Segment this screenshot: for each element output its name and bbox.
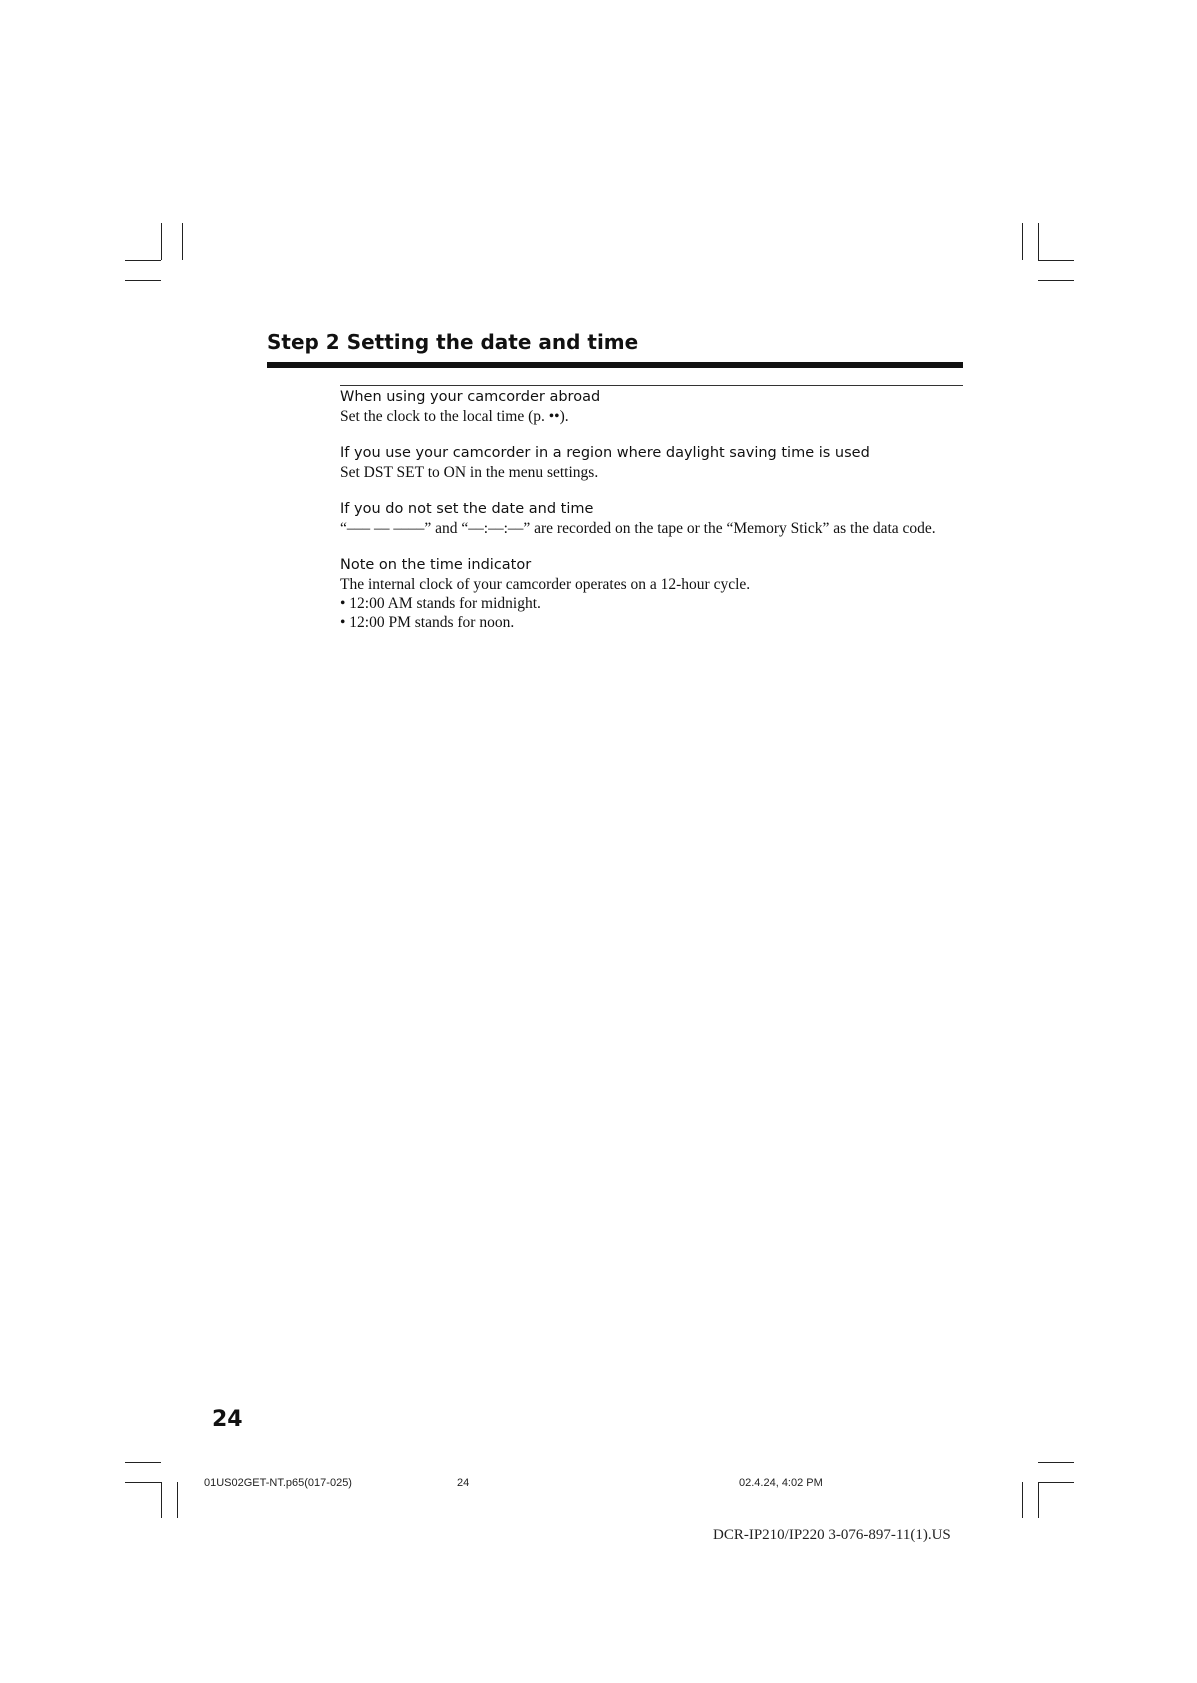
section-no-date-set <box>340 500 963 538</box>
crop-mark-top-right-h1 <box>1038 260 1074 261</box>
section-abroad <box>340 388 963 426</box>
model-code: DCR-IP210/IP220 3-076-897-11(1).US <box>713 1527 951 1543</box>
crop-mark-bottom-right-h2 <box>1038 1482 1074 1483</box>
footer-date: 02.4.24, 4:02 PM <box>739 1477 823 1489</box>
crop-mark-bottom-left-h2 <box>125 1482 161 1483</box>
section-body: The internal clock of your camcorder operates on a 12-hour cycle. <box>340 576 751 593</box>
crop-mark-top-right-h2 <box>1038 280 1074 281</box>
page-number: 24 <box>212 1407 243 1432</box>
section-body: Set DST SET to ON in the menu settings. <box>340 464 599 481</box>
page-title: Step 2 Setting the date and time <box>267 330 639 354</box>
crop-mark-top-left-v1 <box>161 223 162 260</box>
crop-mark-top-left-h1 <box>125 260 161 261</box>
crop-mark-top-right-v2 <box>1038 223 1039 260</box>
section-time-indicator <box>340 556 963 632</box>
section-rule <box>340 385 963 386</box>
crop-mark-bottom-left-h1 <box>125 1462 161 1463</box>
section-body: “––– –– ––––” and “––:––:––” are recorded on the tape or the “Memory Stick” as the data code. <box>340 520 936 537</box>
crop-mark-bottom-left-v1 <box>161 1482 162 1518</box>
section-body: Set the clock to the local time (p. ••). <box>340 408 569 425</box>
crop-mark-top-left-v2 <box>182 223 183 260</box>
crop-mark-bottom-right-h1 <box>1038 1462 1074 1463</box>
section-heading: When using your camcorder abroad <box>340 389 601 405</box>
bullet-item: • 12:00 PM stands for noon. <box>340 614 515 631</box>
section-heading: If you use your camcorder in a region where daylight saving time is used <box>340 445 870 461</box>
section-heading: If you do not set the date and time <box>340 501 594 517</box>
crop-mark-bottom-right-v1 <box>1022 1482 1023 1518</box>
crop-mark-top-right-v1 <box>1022 223 1023 260</box>
footer-page: 24 <box>457 1477 470 1489</box>
section-daylight-saving <box>340 444 963 482</box>
footer-file-name: 01US02GET-NT.p65(017-025) <box>204 1477 352 1489</box>
crop-mark-bottom-right-v2 <box>1038 1482 1039 1518</box>
section-heading: Note on the time indicator <box>340 557 532 573</box>
crop-mark-top-left-h2 <box>125 280 161 281</box>
bullet-item: • 12:00 AM stands for midnight. <box>340 595 541 612</box>
main-content <box>340 388 963 650</box>
title-rule <box>267 362 963 368</box>
crop-mark-bottom-left-v2 <box>177 1482 178 1518</box>
